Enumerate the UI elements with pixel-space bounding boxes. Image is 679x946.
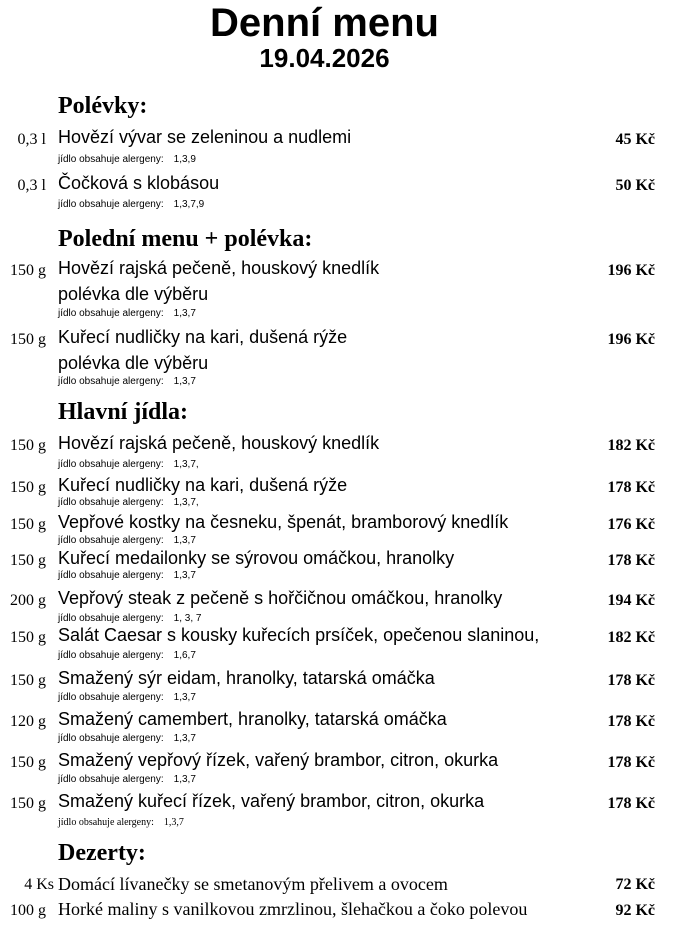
item-price: 72 Kč: [615, 876, 655, 893]
item-price: 178 Kč: [607, 552, 655, 569]
item-name: Smažený sýr eidam, hranolky, tatarská omáčka: [58, 668, 435, 688]
item-allergens: [58, 376, 196, 388]
item-quantity: 0,3 l: [17, 177, 46, 194]
item-name-second-line: polévka dle výběru: [58, 353, 209, 373]
item-price: 196 Kč: [607, 262, 655, 279]
item-name: Čočková s klobásou: [58, 173, 220, 193]
allergen-label: jídlo obsahuje alergeny:: [58, 692, 164, 703]
item-quantity: 4 Ks: [24, 876, 54, 893]
allergen-codes: 1,3,7: [173, 774, 196, 785]
item-name: Vepřový steak z pečeně s hořčičnou omáčkou, hranolky: [58, 588, 503, 608]
allergen-codes: 1, 3, 7: [173, 613, 202, 624]
allergen-codes: 1,3,7: [173, 570, 196, 581]
item-allergens: [58, 154, 196, 166]
item-allergens: [58, 817, 184, 829]
item-name: Kuřecí nudličky na kari, dušená rýže: [58, 475, 348, 495]
allergen-label: jídlo obsahuje alergeny:: [58, 376, 164, 387]
section-title-main-dishes: Hlavní jídla:: [58, 399, 189, 425]
allergen-codes: 1,6,7: [173, 650, 196, 661]
section-title-desserts: Dezerty:: [58, 840, 146, 866]
item-quantity: 120 g: [10, 713, 46, 730]
menu-title: Denní menu: [210, 1, 439, 45]
allergen-label: jídlo obsahuje alergeny:: [58, 733, 164, 744]
item-quantity: 100 g: [10, 902, 46, 919]
item-allergens: [58, 535, 196, 547]
item-allergens: [58, 650, 196, 662]
section-title-soups: Polévky:: [58, 93, 148, 119]
item-name: Domácí lívanečky se smetanovým přelivem a ovocem: [58, 874, 448, 894]
item-price: 178 Kč: [607, 795, 655, 812]
allergen-label: jídlo obsahuje alergeny:: [58, 774, 164, 785]
item-price: 50 Kč: [615, 177, 655, 194]
menu-date: 19.04.2026: [259, 43, 390, 73]
item-name-second-line: polévka dle výběru: [58, 284, 209, 304]
item-name: Smažený kuřecí řízek, vařený brambor, citron, okurka: [58, 791, 485, 811]
allergen-codes: 1,3,7: [173, 733, 196, 744]
allergen-label: jídlo obsahuje alergeny:: [58, 459, 164, 470]
item-allergens: [58, 308, 196, 320]
allergen-label: jídlo obsahuje alergeny:: [58, 199, 164, 210]
allergen-label: jídlo obsahuje alergeny:: [58, 650, 164, 661]
allergen-label: jídlo obsahuje alergeny:: [58, 154, 164, 165]
allergen-label: jídlo obsahuje alergeny:: [58, 817, 154, 828]
item-name: Smažený vepřový řízek, vařený brambor, citron, okurka: [58, 750, 499, 770]
item-quantity: 150 g: [10, 331, 46, 348]
item-name: Kuřecí medailonky se sýrovou omáčkou, hranolky: [58, 548, 455, 568]
item-quantity: 200 g: [10, 592, 46, 609]
item-price: 176 Kč: [607, 516, 655, 533]
item-price: 196 Kč: [607, 331, 655, 348]
item-name: Hovězí vývar se zeleninou a nudlemi: [58, 127, 352, 147]
item-name: Smažený camembert, hranolky, tatarská omáčka: [58, 709, 447, 729]
item-price: 194 Kč: [607, 592, 655, 609]
allergen-label: jídlo obsahuje alergeny:: [58, 570, 164, 581]
item-name: Kuřecí nudličky na kari, dušená rýže: [58, 327, 348, 347]
item-price: 178 Kč: [607, 754, 655, 771]
allergen-codes: 1,3,7: [173, 376, 196, 387]
item-price: 182 Kč: [607, 629, 655, 646]
item-quantity: 150 g: [10, 629, 46, 646]
allergen-label: jídlo obsahuje alergeny:: [58, 308, 164, 319]
item-allergens: [58, 570, 196, 582]
item-price: 178 Kč: [607, 672, 655, 689]
item-price: 92 Kč: [615, 902, 655, 919]
item-quantity: 150 g: [10, 437, 46, 454]
allergen-codes: 1,3,7,9: [173, 199, 205, 210]
allergen-label: jídlo obsahuje alergeny:: [58, 535, 164, 546]
item-allergens: [58, 774, 196, 786]
allergen-codes: 1,3,9: [173, 154, 196, 165]
allergen-codes: 1,3,7: [173, 308, 196, 319]
item-quantity: 150 g: [10, 672, 46, 689]
allergen-codes: 1,3,7: [173, 535, 196, 546]
item-name: Salát Caesar s kousky kuřecích prsíček, opečenou slaninou,: [58, 625, 540, 645]
item-quantity: 150 g: [10, 516, 46, 533]
allergen-codes: 1,3,7,: [173, 459, 199, 470]
item-name: Hovězí rajská pečeně, houskový knedlík: [58, 433, 380, 453]
item-quantity: 150 g: [10, 795, 46, 812]
item-price: 178 Kč: [607, 713, 655, 730]
item-name: Horké maliny s vanilkovou zmrzlinou, šlehačkou a čoko polevou: [58, 899, 528, 919]
item-quantity: 150 g: [10, 479, 46, 496]
item-name: Hovězí rajská pečeně, houskový knedlík: [58, 258, 380, 278]
item-allergens: [58, 497, 199, 509]
item-quantity: 0,3 l: [17, 131, 46, 148]
allergen-codes: 1,3,7,: [173, 497, 199, 508]
section-title-lunch-menu: Polední menu + polévka:: [58, 226, 313, 252]
item-allergens: [58, 733, 196, 745]
item-price: 45 Kč: [615, 131, 655, 148]
allergen-label: jídlo obsahuje alergeny:: [58, 497, 164, 508]
item-name: Vepřové kostky na česneku, špenát, bramborový knedlík: [58, 512, 509, 532]
allergen-codes: 1,3,7: [173, 692, 196, 703]
item-price: 182 Kč: [607, 437, 655, 454]
allergen-label: jídlo obsahuje alergeny:: [58, 613, 164, 624]
allergen-codes: 1,3,7: [163, 817, 184, 828]
item-allergens: [58, 692, 196, 704]
item-allergens: [58, 459, 199, 471]
item-price: 178 Kč: [607, 479, 655, 496]
item-quantity: 150 g: [10, 262, 46, 279]
item-quantity: 150 g: [10, 754, 46, 771]
item-quantity: 150 g: [10, 552, 46, 569]
item-allergens: [58, 199, 204, 211]
